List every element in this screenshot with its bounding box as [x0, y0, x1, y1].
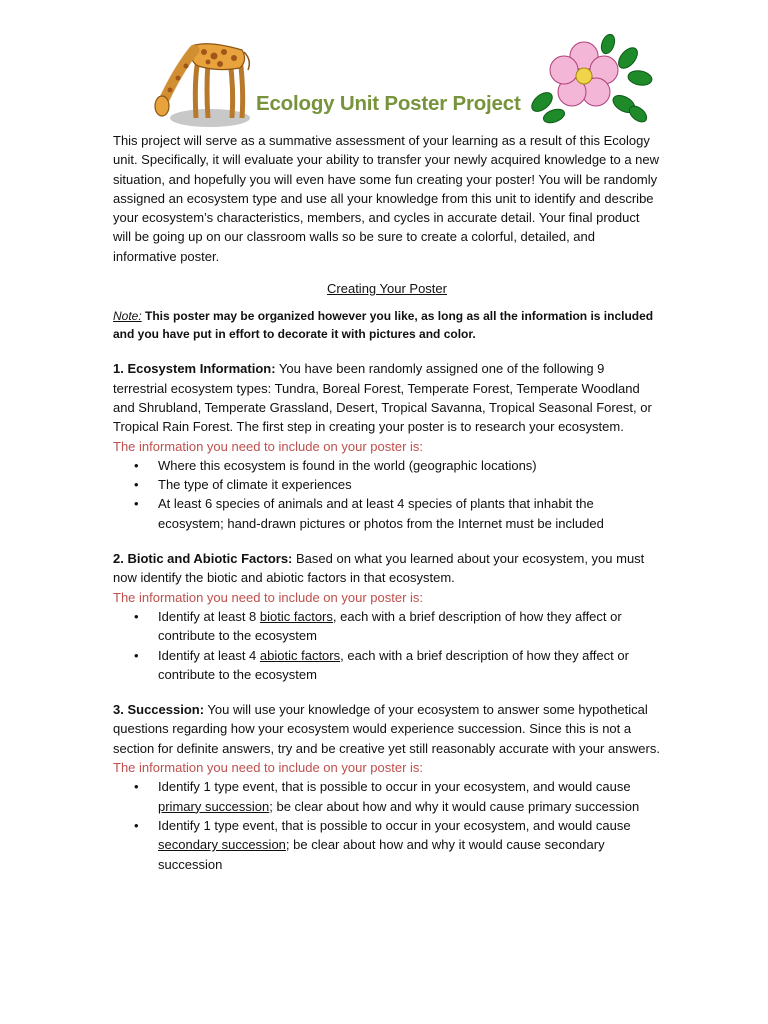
section-heading: 2. Biotic and Abiotic Factors: — [113, 551, 293, 567]
creating-poster-heading: Creating Your Poster — [327, 281, 447, 297]
section-body: Based on what you learned about your ecosystem, you must now identify the biotic and abiotic factors in that ecosystem. — [113, 551, 645, 586]
section-paragraph — [113, 359, 661, 436]
section-ecosystem-information — [113, 359, 661, 533]
note-paragraph — [113, 307, 661, 343]
include-label: The information you need to include on your poster is: — [113, 760, 424, 776]
include-label: The information you need to include on your poster is: — [113, 589, 424, 605]
note-text: This poster may be organized however you like, as long as all the information is included and you have put in effort to decorate it with pictures and color. — [113, 309, 654, 342]
list-item: • Identify at least 8 biotic factors, each with a brief description of how they affect or contribute to the ecosystem — [113, 607, 661, 646]
section-succession — [113, 700, 661, 874]
list-item: • Identify 1 type event, that is possible to occur in your ecosystem, and would cause secondary succession; be clear about how and why it would cause secondary succession — [113, 816, 661, 874]
note-label: Note: — [113, 309, 142, 324]
list-item: • Where this ecosystem is found in the world (geographic locations) — [113, 456, 661, 475]
page-title: Ecology Unit Poster Project — [256, 92, 521, 115]
section-paragraph — [113, 700, 661, 758]
section-body: You will use your knowledge of your ecosystem to answer some hypothetical questions regarding how your ecosystem would experience succession. Since this is not a section for definite answers, try and be creative yet still reasonably accurate with your answers. — [113, 702, 660, 756]
requirements-list — [113, 456, 661, 533]
rose-flower-illustration — [524, 34, 656, 126]
key-term: secondary succession — [158, 837, 286, 853]
document-body — [113, 131, 661, 890]
list-item: • Identify 1 type event, that is possible to occur in your ecosystem, and would cause primary succession; be clear about how and why it would cause primary succession — [113, 777, 661, 816]
requirements-list — [113, 777, 661, 873]
section-paragraph — [113, 549, 661, 588]
key-term: abiotic factors — [259, 647, 341, 663]
requirements-list — [113, 607, 661, 684]
list-item: • The type of climate it experiences — [113, 475, 661, 494]
section-heading: 3. Succession: — [113, 702, 205, 718]
section-biotic-abiotic-factors — [113, 549, 661, 684]
include-label: The information you need to include on your poster is: — [113, 438, 424, 454]
intro-paragraph: This project will serve as a summative assessment of your learning as a result of this Ecology unit. Specifically, it will evaluate your ability to transfer your newly acquired knowledge to a new situation, and hopefully you will even have some fun creating your poster! You will be randomly assigned an ecosystem type and use all your knowledge from this unit to identify and describe your ecosystem’s characteristics, members, and cycles in accurate detail. Your final product will be going up on our classroom walls so be sure to create a colorful, detailed, and informative poster. — [113, 133, 660, 264]
giraffe-illustration — [148, 20, 260, 132]
section-heading: 1. Ecosystem Information: — [113, 361, 276, 377]
list-item: • At least 6 species of animals and at least 4 species of plants that inhabit the ecosystem; hand-drawn pictures or photos from the Internet must be included — [113, 494, 661, 533]
list-item: • Identify at least 4 abiotic factors, each with a brief description of how they affect or contribute to the ecosystem — [113, 646, 661, 685]
section-body: You have been randomly assigned one of the following 9 terrestrial ecosystem types: Tundra, Boreal Forest, Temperate Forest, Temperate Woodland and Shrubland, Temperate Grassland, Desert, Tropical Savanna, Tropical Seasonal Forest, or Tropical Rain Forest. The first step in creating your poster is to research your ecosystem. — [113, 361, 652, 435]
key-term: biotic factors — [259, 608, 333, 624]
key-term: primary succession — [158, 798, 270, 814]
